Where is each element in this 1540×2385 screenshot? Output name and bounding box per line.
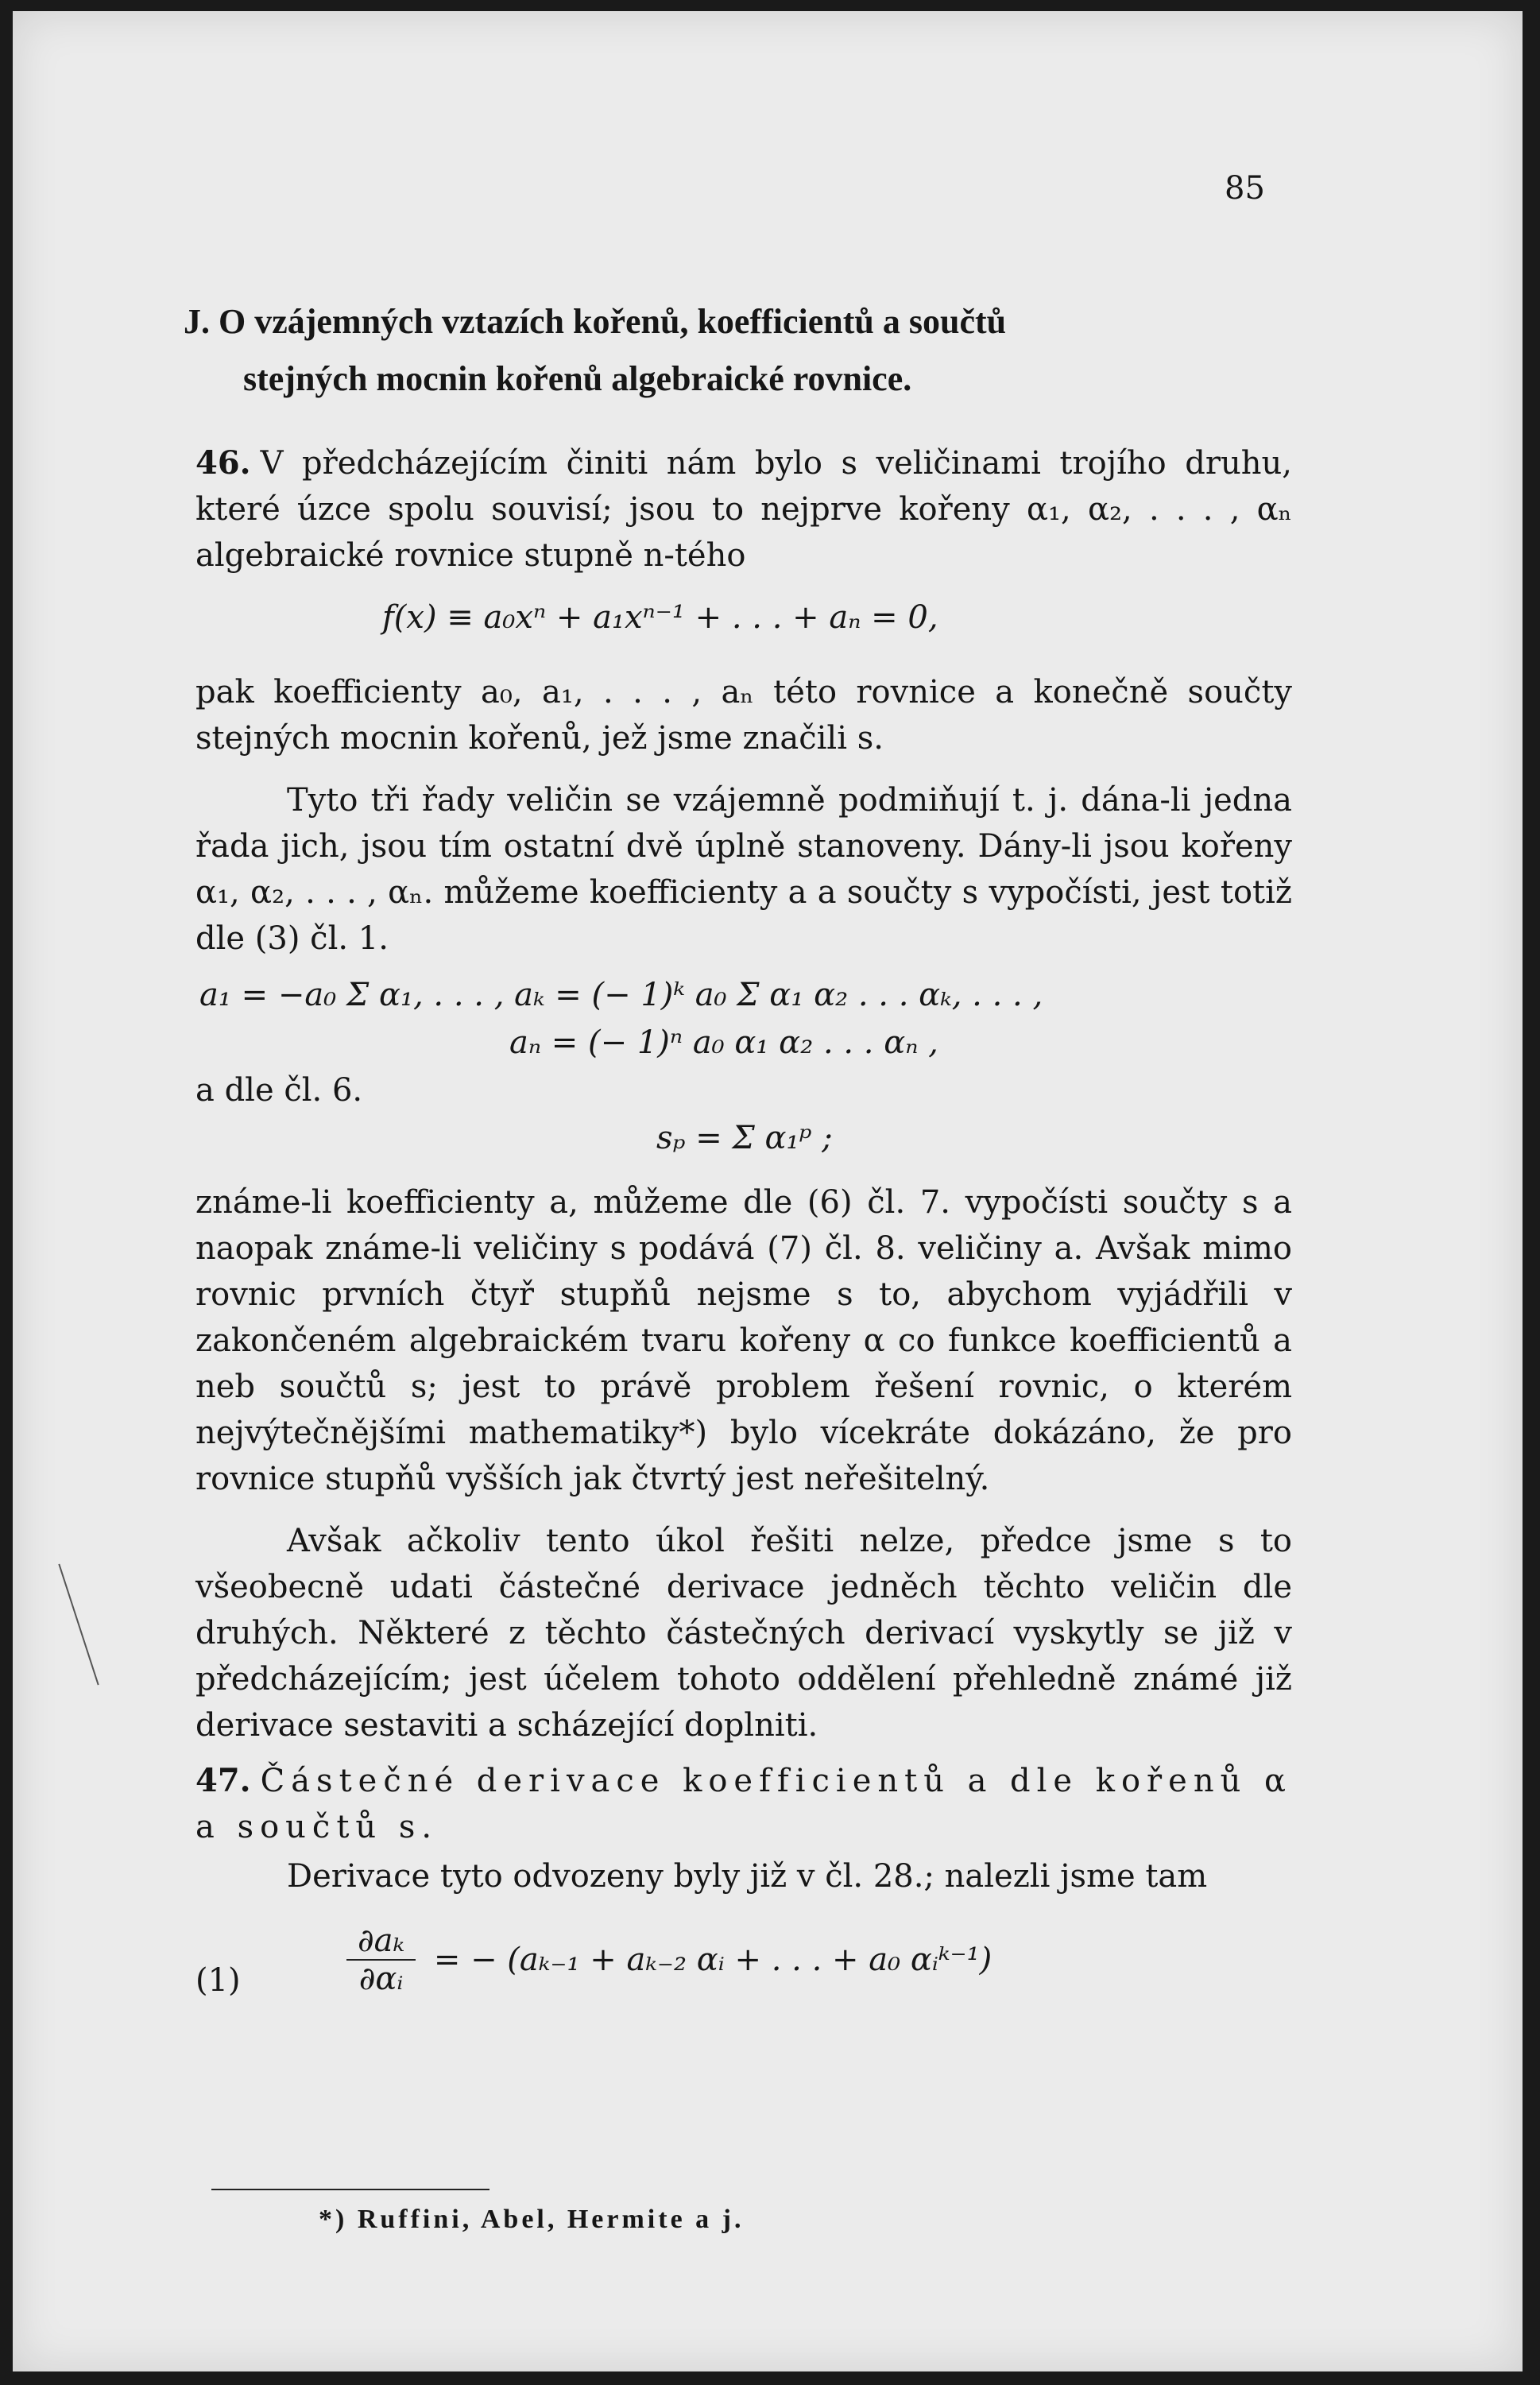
- paragraph-46-2: pak koefficienty a₀, a₁, . . . , aₙ této rovnice a konečně součty stejných mocnin kořenů, jež jsme značili s.: [195, 674, 1292, 757]
- section-47-title: [195, 1758, 1292, 1850]
- equation-1-fraction: [346, 1922, 416, 1997]
- equation-1-denominator: ∂αᵢ: [358, 1961, 404, 1997]
- page-sheet: [13, 11, 1523, 2371]
- section-47: [195, 1758, 1292, 1899]
- equation-sp: sₚ = Σ α₁ᵖ ;: [656, 1120, 833, 1156]
- paragraph-46-1-text: V předcházejícím činiti nám bylo s veličinami trojího druhu, které úzce spolu souvisí; jsou to nejprve kořeny α₁, α₂, . . . , αₙ algebraické rovnice stupně n-tého: [195, 445, 1292, 574]
- section-46-body: [195, 669, 1292, 962]
- paragraph-46-3: Tyto tři řady veličin se vzájemně podmiňují t. j. dána-li jedna řada jich, jsou tím ostatní dvě úplně stanoveny. Dány-li jsou kořeny α₁, α₂, . . . , αₙ. můžeme koefficienty a a součty s vypočísti, jest totiž dle (3) čl. 1.: [195, 782, 1292, 957]
- paragraph-46-1: [195, 440, 1292, 579]
- section-46-number: 46.: [195, 444, 251, 482]
- paragraph-46-4: známe-li koefficienty a, můžeme dle (6) čl. 7. vypočísti součty s a naopak známe-li veličiny s podává (7) čl. 8. veličiny a. Avšak mimo rovnic prvních čtyř stupňů nejsme s to, abychom vyjádřili v zakončeném algebraickém tvaru kořeny α co funkce koefficientů a neb součtů s; jest to právě problem řešení rovnic, o kterém nejvýtečnějšími mathematiky*) bylo vícekráte dokázáno, že pro rovnice stupňů vyšších jak čtvrtý jest neřešitelný.: [195, 1184, 1292, 1497]
- section-46-rest: [195, 1179, 1292, 1748]
- section-47-number: 47.: [195, 1762, 251, 1799]
- equation-1: [346, 1922, 992, 1997]
- paragraph-47-1: Derivace tyto odvozeny byly již v čl. 28.; nalezli jsme tam: [287, 1858, 1208, 1895]
- text-a-dle: a dle čl. 6.: [195, 1072, 363, 1109]
- equation-fx: f(x) ≡ a₀xⁿ + a₁xⁿ⁻¹ + . . . + aₙ = 0,: [382, 599, 938, 636]
- equation-1-label: (1): [195, 1962, 241, 1999]
- heading-line-2: stejných mocnin kořenů algebraické rovnice.: [243, 359, 912, 398]
- paragraph-46-5: Avšak ačkoliv tento úkol řešiti nelze, předce jsme s to všeobecně udati částečné derivace jedněch těchto veličin dle druhých. Některé z těchto částečných derivací vyskytly se již v předcházejícím; jest účelem tohoto oddělení přehledně známé již derivace sestaviti a scházející doplniti.: [195, 1523, 1292, 1744]
- equation-1-rhs: = − (aₖ₋₁ + aₖ₋₂ αᵢ + . . . + a₀ αᵢᵏ⁻¹): [433, 1942, 992, 1978]
- equation-a1: a₁ = −a₀ Σ α₁, . . . , aₖ = (− 1)ᵏ a₀ Σ α₁ α₂ . . . αₖ, . . . ,: [199, 977, 1043, 1013]
- section-47-title-text: Částečné derivace koefficientů a dle kořenů α a součtů s.: [195, 1763, 1292, 1845]
- footnote-rule: [211, 2189, 489, 2190]
- margin-scratch-mark: [58, 1564, 99, 1686]
- heading-line-1: J. O vzájemných vztazích kořenů, koefficientů a součtů: [184, 302, 1007, 341]
- equation-1-numerator: ∂aₖ: [346, 1922, 416, 1961]
- section-heading: [184, 293, 1312, 408]
- section-46-intro: [195, 440, 1292, 579]
- footnote: *) Ruffini, Abel, Hermite a j.: [319, 2205, 745, 2234]
- page-number: 85: [1225, 170, 1265, 207]
- equation-an: aₙ = (− 1)ⁿ a₀ α₁ α₂ . . . αₙ ,: [509, 1024, 938, 1061]
